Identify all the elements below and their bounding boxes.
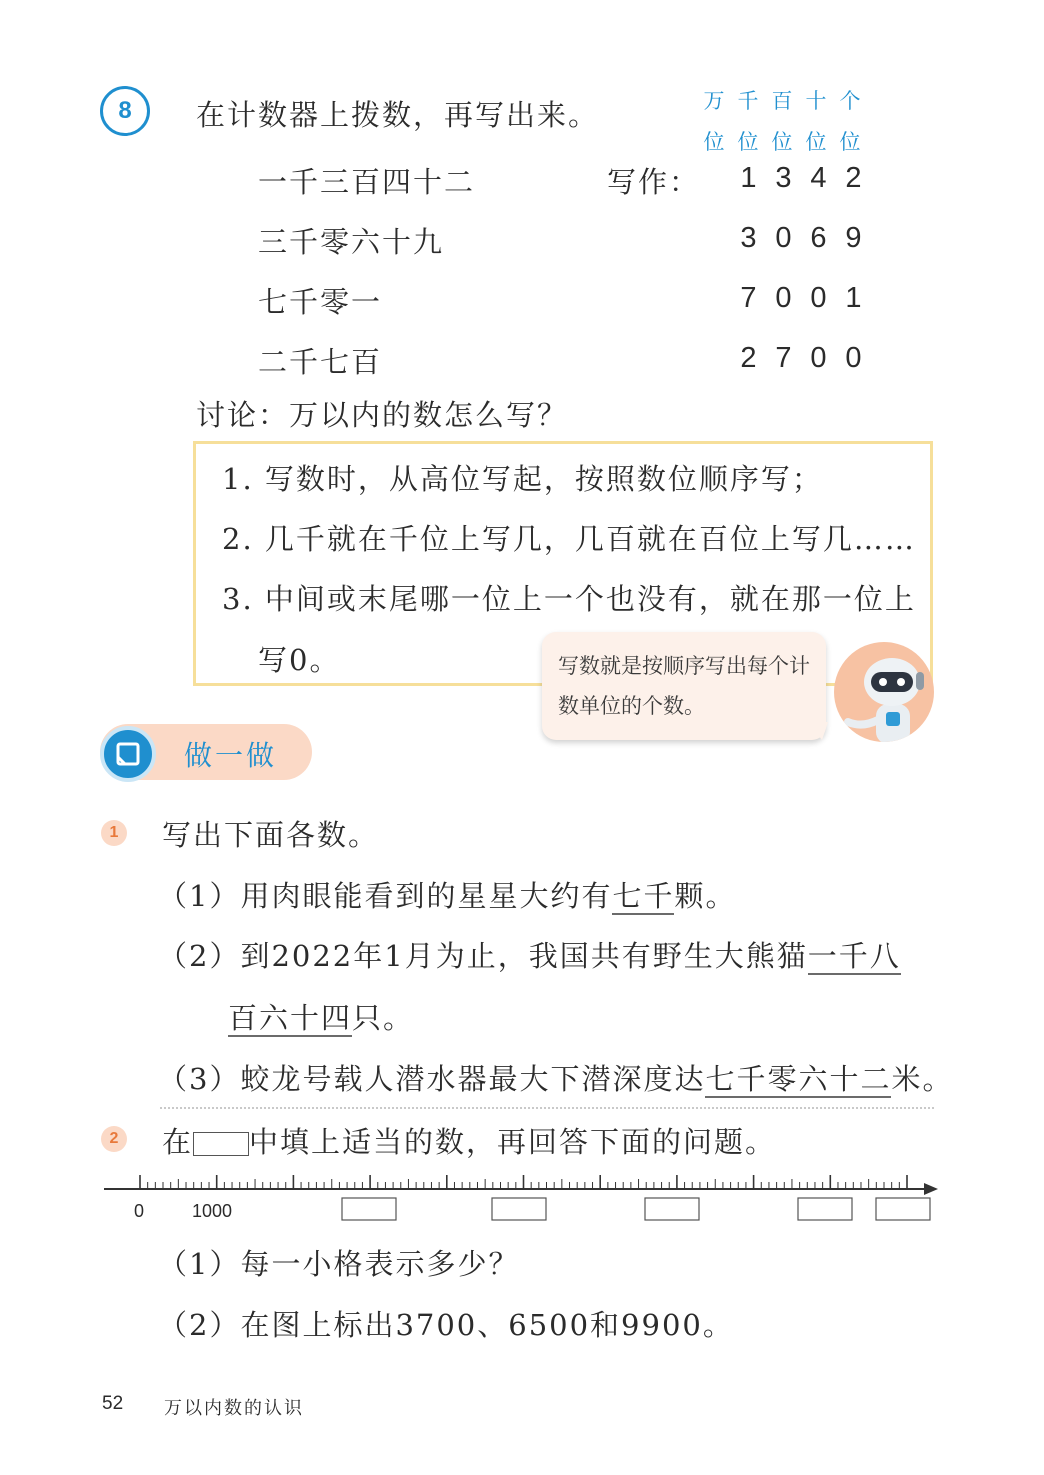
axis-label-zero: 0 xyxy=(134,1201,145,1221)
number-line-blank[interactable] xyxy=(645,1198,699,1220)
example-number-badge: 8 xyxy=(100,86,150,136)
place-label: 位 xyxy=(771,130,793,154)
digit: 1 xyxy=(740,162,757,194)
example-instruction: 在计数器上拨数，再写出来。 xyxy=(196,98,600,132)
underlined-answer: 百六十四 xyxy=(228,1001,353,1035)
sub-question-suffix: 只。 xyxy=(352,1001,415,1035)
sub-question-text: 用肉眼能看到的星星大约有 xyxy=(240,879,613,913)
digit: 7 xyxy=(775,342,792,374)
place-value-header-bottom xyxy=(697,126,867,156)
number-words: 一千三百四十二 xyxy=(258,165,476,199)
underlined-answer: 七千 xyxy=(612,879,675,913)
place-label: 位 xyxy=(737,130,759,154)
sub-question-text: 每一小格表示多少？ xyxy=(240,1247,520,1281)
written-label: 写作： xyxy=(607,165,701,199)
number-line-arrow xyxy=(924,1183,938,1195)
rule-line: 3. 中间或末尾哪一位上一个也没有，就在那一位上 xyxy=(222,582,916,616)
speech-bubble: 写数就是按顺序写出每个计数单位的个数。 xyxy=(542,632,826,740)
practice-header-badge xyxy=(100,726,156,782)
digit: 2 xyxy=(740,342,757,374)
robot-icon xyxy=(834,642,934,742)
rule-line: 2. 几千就在千位上写几，几百就在百位上写几…… xyxy=(222,522,916,556)
number-words: 三千零六十九 xyxy=(258,225,445,259)
axis-label-thousand: 1000 xyxy=(192,1201,233,1221)
digit-row xyxy=(731,342,871,375)
sub-question-number: （1） xyxy=(158,879,241,913)
place-label: 千 xyxy=(737,89,759,113)
sub-question-text: 到2022年1月为止，我国共有野生大熊猫 xyxy=(240,939,808,973)
question-prompt: 写出下面各数。 xyxy=(162,818,380,852)
number-words: 二千七百 xyxy=(258,345,383,379)
practice-icon xyxy=(113,739,143,769)
number-line-ticks xyxy=(140,1175,907,1189)
chapter-title: 万以内数的认识 xyxy=(164,1398,304,1419)
page-number: 52 xyxy=(102,1393,124,1414)
digit: 4 xyxy=(810,162,827,194)
sub-question-number: （2） xyxy=(158,939,241,973)
number-line-blank[interactable] xyxy=(876,1198,930,1220)
place-label: 位 xyxy=(703,130,725,154)
place-label: 位 xyxy=(839,130,861,154)
underlined-answer: 七千零六十二 xyxy=(705,1062,892,1096)
digit: 0 xyxy=(810,342,827,374)
sub-question xyxy=(158,934,901,975)
question-prompt xyxy=(162,1120,776,1161)
place-label: 位 xyxy=(805,130,827,154)
question-prompt-after: 中填上适当的数，再回答下面的问题。 xyxy=(249,1125,777,1159)
blank-box-icon xyxy=(193,1132,249,1156)
robot-mascot xyxy=(834,642,934,742)
digit-row xyxy=(731,162,871,195)
practice-header-label: 做一做 xyxy=(184,739,278,772)
digit-row xyxy=(731,222,871,255)
digit: 6 xyxy=(810,222,827,254)
discussion-prompt: 讨论：万以内的数怎么写？ xyxy=(196,398,569,432)
digit: 1 xyxy=(845,282,862,314)
digit: 0 xyxy=(810,282,827,314)
place-value-header-top xyxy=(697,85,867,115)
sub-question xyxy=(158,1303,734,1344)
bubble-tail xyxy=(808,722,828,740)
sub-question-text: 在图上标出3700、6500和9900。 xyxy=(240,1308,734,1342)
place-label: 个 xyxy=(839,89,861,113)
question-prompt-before: 在 xyxy=(162,1125,194,1159)
number-line-blank[interactable] xyxy=(798,1198,852,1220)
number-line-blank[interactable] xyxy=(492,1198,546,1220)
sub-question-suffix: 颗。 xyxy=(674,879,737,913)
sub-question xyxy=(158,1242,519,1283)
rule-line: 1. 写数时，从高位写起，按照数位顺序写； xyxy=(222,462,823,496)
sub-question-continued xyxy=(228,996,414,1037)
underlined-answer: 一千八 xyxy=(807,939,901,973)
digit: 0 xyxy=(775,282,792,314)
sub-question-number: （3） xyxy=(158,1062,241,1096)
sub-question-number: （2） xyxy=(158,1308,241,1342)
section-divider xyxy=(160,1107,934,1109)
digit: 0 xyxy=(845,342,862,374)
digit: 7 xyxy=(740,282,757,314)
digit: 2 xyxy=(845,162,862,194)
digit: 3 xyxy=(740,222,757,254)
number-line-blank[interactable] xyxy=(342,1198,396,1220)
digit: 9 xyxy=(845,222,862,254)
question-number-badge: 1 xyxy=(101,820,127,846)
digit: 0 xyxy=(775,222,792,254)
sub-question xyxy=(158,874,737,915)
rule-line: 写0。 xyxy=(258,643,341,677)
question-number-badge: 2 xyxy=(101,1126,127,1152)
sub-question-suffix: 米。 xyxy=(891,1062,954,1096)
place-label: 万 xyxy=(703,89,725,113)
digit: 3 xyxy=(775,162,792,194)
sub-question-text: 蛟龙号载人潜水器最大下潜深度达 xyxy=(240,1062,706,1096)
sub-question xyxy=(158,1057,954,1098)
digit-row xyxy=(731,282,871,315)
place-label: 百 xyxy=(771,89,793,113)
place-label: 十 xyxy=(805,89,827,113)
sub-question-number: （1） xyxy=(158,1247,241,1281)
number-words: 七千零一 xyxy=(258,285,383,319)
